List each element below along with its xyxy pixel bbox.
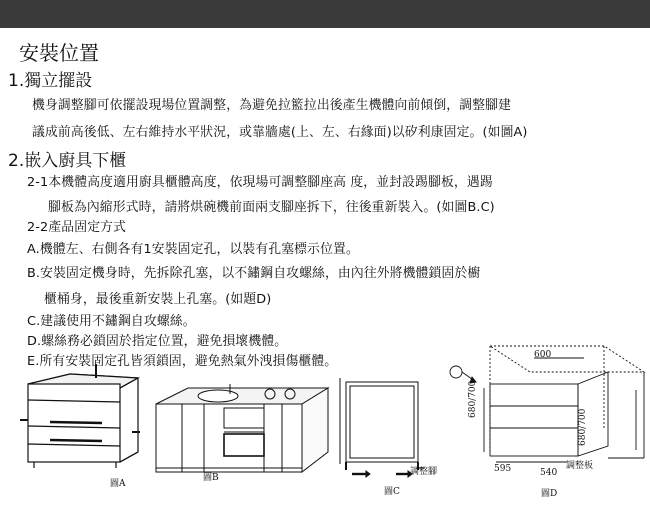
- paragraph-line: 機身調整腳可依擺設現場位置調整，為避免拉籃拉出後產生機體向前傾倒，調整腳建: [32, 98, 512, 113]
- figure-c-side-view: [336, 378, 426, 478]
- list-item: B.安裝固定機身時，先拆除孔塞，以不鏽鋼自攻螺絲，由內往外將機體鎖固於櫥: [27, 266, 481, 281]
- figure-c-caption: 圖C: [384, 487, 400, 497]
- paragraph-line: 腳板為內縮形式時，請將烘碗機前面兩支腳座拆下，往後重新裝入。(如圖B.C): [48, 200, 495, 215]
- figure-d-width-label: 600: [534, 350, 552, 360]
- section-heading-builtin: 2.嵌入廚具下櫃: [8, 151, 127, 171]
- list-item-continuation: 櫃桶身，最後重新安裝上孔塞。(如題D): [44, 292, 272, 307]
- top-banner: [0, 0, 650, 28]
- figure-d-depth-label: 595: [494, 464, 512, 474]
- figure-d-height-left-label: 680/700: [468, 380, 478, 418]
- page-title: 安裝位置: [19, 41, 99, 65]
- figure-c-foot-label: 調整腳: [410, 467, 438, 477]
- figure-d-height-right-label: 680/700: [578, 408, 588, 446]
- section-heading-standalone: 1.獨立擺設: [8, 71, 93, 91]
- paragraph-line: 2-1本機體高度適用廚具櫃體高度，依現場可調整腳座高 度，並封設踢腳板，遇踢: [27, 175, 493, 190]
- paragraph-line: 議成前高後低、左右維持水平狀況，或靠牆處(上、左、右緣面)以矽利康固定。(如圖A): [32, 125, 528, 140]
- list-item: D.螺絲務必鎖固於指定位置，避免損壞機體。: [27, 334, 288, 349]
- figure-d-bottom-label: 540: [540, 468, 558, 478]
- figure-a-standalone-dryer: [20, 364, 150, 494]
- figure-b-caption: 圖B: [203, 473, 219, 483]
- figure-b-kitchen-cabinet: [152, 382, 332, 482]
- list-item: A.機體左、右側各有1安裝固定孔，以裝有孔塞標示位置。: [27, 242, 359, 257]
- figure-d-adjust-label: 調整板: [566, 461, 594, 471]
- figure-a-caption: 圖A: [110, 479, 126, 489]
- subheading-fixing-method: 2-2產品固定方式: [27, 220, 127, 235]
- list-item: E.所有安裝固定孔皆須鎖固，避免熱氣外洩損傷櫃體。: [27, 354, 338, 369]
- figure-d-caption: 圖D: [541, 489, 558, 499]
- list-item: C.建議使用不鏽鋼自攻螺絲。: [27, 314, 196, 329]
